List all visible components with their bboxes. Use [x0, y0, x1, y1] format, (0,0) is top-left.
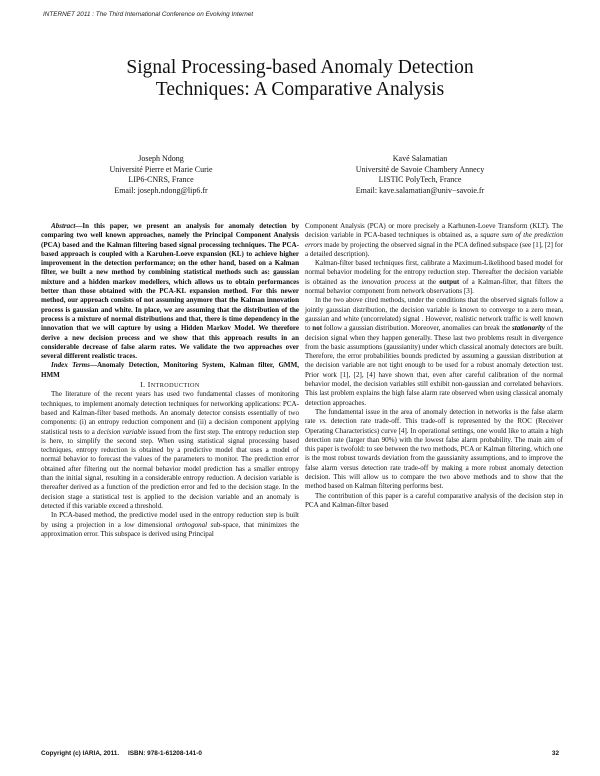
right-column [305, 222, 563, 510]
paragraph: Kalman-filter based techniques first, calibrate a Maximum-Likelihood based model for normal behavior modeling for the entropy reduction step. Thereafter the decision variable is obtained as the innovation process at the output of a Kalman-filter, that filters the normal behavior component from network observations [3]. [305, 259, 563, 296]
paragraph: The contribution of this paper is a careful comparative analysis of the decision step in PCA and Kalman-filter based [305, 491, 563, 509]
abstract-lead: Abstract [51, 222, 76, 230]
paragraph: The fundamental issue in the area of anomaly detection in networks is the false alarm rate vs. detection rate trade-off. This trade-off is represented by the ROC (Receiver Operating Characteristics) curve [4]. In operational settings, one would like to attain a high detection rate (larger than 90%) with the lowest false alarm probability. The main aim of this paper is twofold: to see between the two methods, PCA or Kalman filtering, which one is the most robust towards deviation from the gaussianity assumptions, and to improve the false alarm versus detection rate trade-off by making a more robust anomaly detection decision. This will allow us to compare the two above methods and to show that the method based on Kalman filtering performs best. [305, 407, 563, 491]
title-line-2: Techniques: A Comparative Analysis [155, 79, 445, 100]
left-column [41, 222, 299, 539]
author-email: Email: joseph.ndong@lip6.fr [114, 185, 208, 195]
abstract [41, 222, 299, 361]
author-name: Joseph Ndong [138, 154, 184, 163]
author-email: Email: kave.salamatian@univ−savoie.fr [355, 185, 485, 195]
author-name: Kavé Salamatian [392, 154, 448, 163]
author-block-2 [300, 154, 540, 196]
abstract-text: —In this paper, we present an analysis for anomaly detection by comparing two well known approaches, namely the Principal Component Analysis (PCA) based and the Kalman filtering based signal processing techniques. The PCA-based approach is coupled with a Karuhen-Loeve expansion (KL) to achieve higher improvement in the detection performance; on the other hand, based on a Kalman filter, we built a new method by combining statistical methods such as: gaussian mixture and a hidden markov modellers, which allows us to obtain performances better than those obtained with the PCA-KL expansion method. For this newer method, our approach consists of not assuming anymore that the Kalman innovation process is gaussian and white. In place, we are assuming that the distribution of the process is a mixture of normal distributions and that, there is time dependency in the innovation that we will capture by using a Hidden Markov Model. We therefore derive a new decision process and we show that this approach results in an considerable decrease of false alarm rates. We validate the two approaches over several different realistic traces. [41, 222, 299, 361]
author-block-1 [41, 154, 281, 196]
paper-title [40, 57, 560, 101]
index-terms-text: —Anomaly Detection, Monitoring System, Kalman filter, GMM, HMM [41, 361, 299, 379]
author-affiliation: Université Pierre et Marie Curie [109, 164, 213, 174]
paragraph: The literature of the recent years has used two fundamental classes of monitoring techniques, to implement anomaly detection techniques for networking applications: PCA-based and Kalman-filter based methods. An anomaly detector consists essentially of two components: (i) an entropy reduction component and (ii) a decision component applying statistical tests to a decision variable issued from the first step. The entropy reduction step is here, to simplify the second step. When using statistical signal processing based techniques, entropy reduction is obtained by a predictive model that uses a model of normal behavior to forecast the values of the parameters to monitor. The prediction error obtained after filtering out the normal behavior model prediction has a smaller entropy than the initial signal, resulting in a considerable entropy reduction. A decision variable is thereafter derived as a function of the prediction error and fed to the decision stage. In the decision stage a statistical test is applied to the decision variable and an anomaly is detected if this variable exceed a threshold. [41, 390, 300, 510]
author-affiliation: Université de Savoie Chambery Annecy [355, 164, 485, 174]
index-terms-lead: Index Terms [51, 361, 90, 370]
title-line-1: Signal Processing-based Anomaly Detection [126, 57, 474, 78]
paragraph: In the two above cited methods, under the conditions that the observed signals follow a jointly gaussian distribution, the decision variable is known to converge to a zero mean, gaussian and white (uncorrelated) signal . However, realistic network traffic is well known to not follow a gaussian distribution. Moreover, anomalies can break the stationarity of the decision signal when they happen generally. These last two problems result in divergence from the basic assumptions (gaussianity) under which classical anomaly detectors are built. Therefore, the error probabilities bounds predicted by assuming a gaussian distribution at the decision variable are not tight enough to be used for a robust anomaly detection test. Prior work [1], [2], [4] have shown that, even after careful calibration of the normal behavior model, the decision variables still exhibit non-gaussian and correlated behaviors. This last problem explains the high false alarm rate observed when using classical anomaly detection approaches. [305, 296, 563, 407]
footer-copyright: Copyright (c) IARIA, 2011. ISBN: 978-1-61208-141-0 [41, 750, 202, 757]
author-affiliation: LIP6-CNRS, France [128, 175, 194, 185]
paragraph: In PCA-based method, the predictive model used in the entropy reduction step is built by using a projection in a low dimensional orthogonal sub-space, that minimizes the approximation error. This subspace is derived using Principal [41, 511, 299, 538]
conference-header: INTERNET 2011 : The Third International Conference on Evolving Internet [43, 11, 254, 18]
paragraph: Component Analysis (PCA) or more precisely a Karhunen-Loeve Transform (KLT). The decision variable in PCA-based techniques is obtained as, a square sum of the prediction errors made by projecting the observed signal in the PCA defined subspace (see [1], [2] for a detailed description). [305, 222, 563, 258]
author-affiliation: LISTIC PolyTech, France [378, 175, 462, 185]
section-heading: I. INTRODUCTION [140, 380, 200, 390]
index-terms [41, 361, 299, 380]
page-number: 32 [551, 750, 559, 757]
